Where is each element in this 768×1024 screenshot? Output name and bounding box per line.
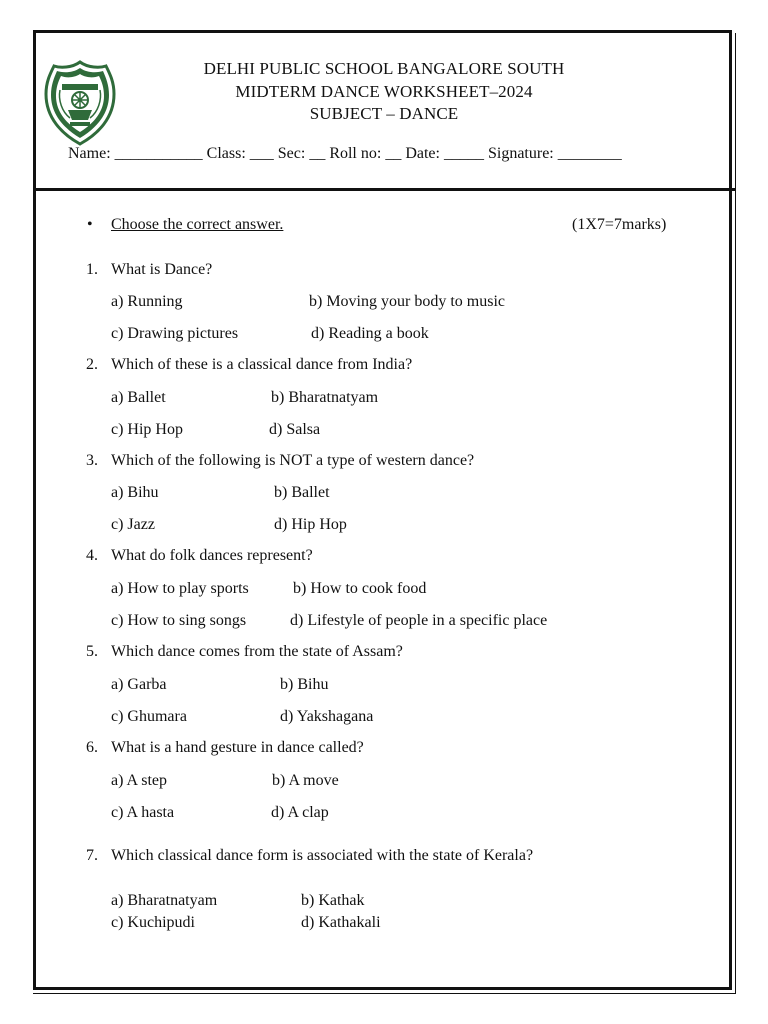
option: a) Running <box>111 293 183 310</box>
question-number: 7. <box>86 847 98 864</box>
option: a) Garba <box>111 676 167 693</box>
option: a) How to play sports <box>111 580 249 597</box>
instruction-text: Choose the correct answer. <box>111 216 284 233</box>
subject-title: SUBJECT – DANCE <box>309 104 459 123</box>
student-info-line: Name: ___________ Class: ___ Sec: __ Roll no: __ Date: _____ Signature: ________ <box>68 145 622 162</box>
option: c) A hasta <box>111 804 175 821</box>
option: b) Ballet <box>274 484 330 501</box>
option: b) Moving your body to music <box>309 293 505 310</box>
question-text: Which dance comes from the state of Assam? <box>111 643 403 660</box>
bullet-icon: • <box>87 216 93 233</box>
option: c) How to sing songs <box>111 612 247 629</box>
question-text: Which of the following is NOT a type of western dance? <box>111 452 475 469</box>
option: a) Bharatnatyam <box>111 892 218 909</box>
border-shadow-bottom <box>33 993 736 994</box>
option: b) Kathak <box>301 892 365 909</box>
question-text: What is Dance? <box>111 261 213 278</box>
option: c) Hip Hop <box>111 421 183 438</box>
border-shadow-right <box>735 33 736 993</box>
option: d) Lifestyle of people in a specific place <box>290 612 548 629</box>
option: d) Kathakali <box>301 914 381 931</box>
option: b) How to cook food <box>293 580 427 597</box>
question-number: 1. <box>86 261 98 278</box>
marks-label: (1X7=7marks) <box>572 216 667 233</box>
option: d) Yakshagana <box>280 708 374 725</box>
question-number: 4. <box>86 547 98 564</box>
option: c) Kuchipudi <box>111 914 195 931</box>
question-text: What do folk dances represent? <box>111 547 313 564</box>
option: c) Ghumara <box>111 708 187 725</box>
question-number: 6. <box>86 739 98 756</box>
question-number: 5. <box>86 643 98 660</box>
question-number: 3. <box>86 452 98 469</box>
header-divider <box>33 188 736 191</box>
option: c) Jazz <box>111 516 155 533</box>
option: d) Hip Hop <box>274 516 347 533</box>
question-text: Which of these is a classical dance from India? <box>111 356 413 373</box>
question-text: Which classical dance form is associated with the state of Kerala? <box>111 847 534 864</box>
worksheet-title: MIDTERM DANCE WORKSHEET–2024 <box>235 82 533 101</box>
school-name: DELHI PUBLIC SCHOOL BANGALORE SOUTH <box>203 59 565 78</box>
option: b) A move <box>272 772 339 789</box>
option: a) Bihu <box>111 484 159 501</box>
option: c) Drawing pictures <box>111 325 239 342</box>
option: b) Bihu <box>280 676 329 693</box>
worksheet-border <box>33 30 732 990</box>
question-text: What is a hand gesture in dance called? <box>111 739 364 756</box>
option: d) A clap <box>271 804 329 821</box>
option: d) Salsa <box>269 421 321 438</box>
question-number: 2. <box>86 356 98 373</box>
option: a) Ballet <box>111 389 166 406</box>
option: b) Bharatnatyam <box>271 389 379 406</box>
option: a) A step <box>111 772 167 789</box>
option: d) Reading a book <box>311 325 429 342</box>
